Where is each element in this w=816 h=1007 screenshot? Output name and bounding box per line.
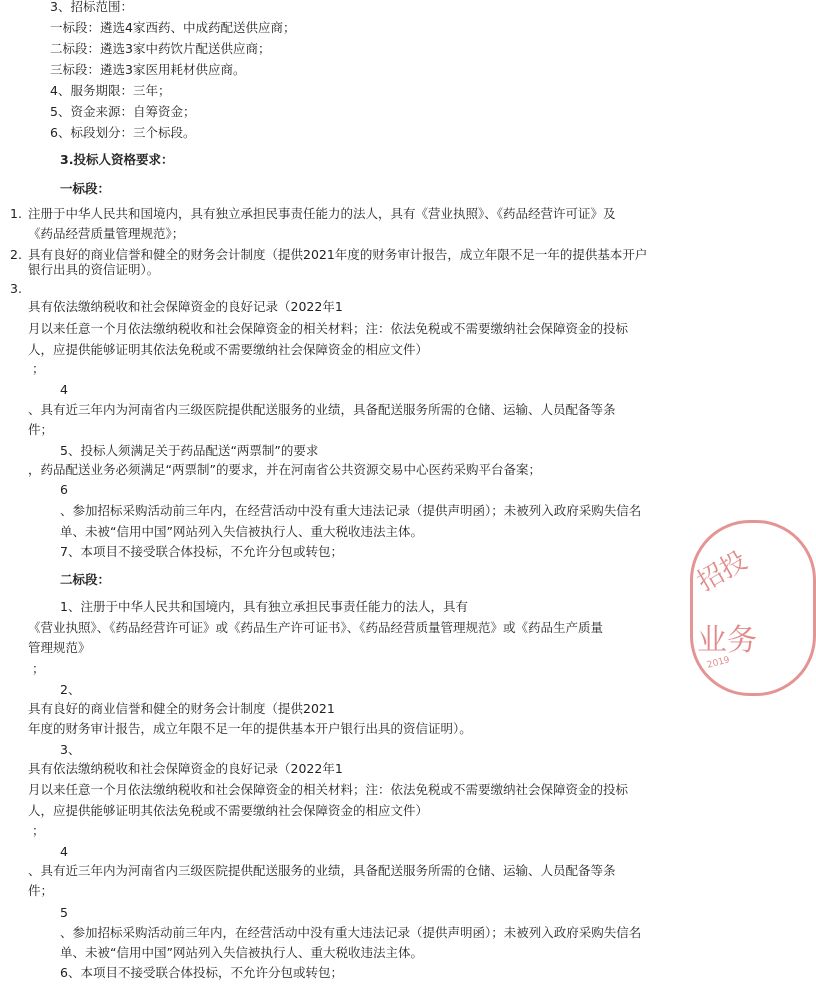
text-line: 1、注册于中华人民共和国境内，具有独立承担民事责任能力的法人，具有	[60, 599, 468, 614]
text-line: 人，应提供能够证明其依法免税或不需要缴纳社会保障资金的相应文件）	[28, 803, 429, 818]
text-line: 管理规范》	[28, 640, 91, 655]
section-heading: 3.投标人资格要求：	[60, 152, 174, 167]
text-line: 4、服务期限：三年；	[50, 83, 171, 98]
text-line: ；	[32, 661, 45, 676]
text-line: 3、	[60, 742, 81, 757]
text-line: 6、本项目不接受联合体投标，不允许分包或转包；	[60, 965, 343, 980]
text-line: 具有良好的商业信誉和健全的财务会计制度（提供2021年度的财务审计报告，成立年限不足一年的提供基本开户	[28, 247, 648, 262]
text-line: 年度的财务审计报告，成立年限不足一年的提供基本开户银行出具的资信证明）。	[28, 721, 472, 736]
text-line: 、具有近三年内为河南省内三级医院提供配送服务的业绩，具备配送服务所需的仓储、运输、人员配备等条	[28, 863, 616, 878]
text-line: 单、未被“信用中国”网站列入失信被执行人、重大税收违法主体。	[60, 945, 423, 960]
seal-text: 业务	[697, 623, 757, 658]
text-line: 5、投标人须满足关于药品配送“两票制”的要求	[60, 443, 319, 458]
list-marker: 1.	[10, 206, 22, 221]
text-line: 月以来任意一个月依法缴纳税收和社会保障资金的相关材料；注：依法免税或不需要缴纳社会保障资金的投标	[28, 782, 629, 797]
text-line: 《药品经营质量管理规范》；	[28, 226, 185, 241]
text-line: 件；	[28, 422, 54, 437]
text-line: 件；	[28, 883, 54, 898]
text-line: 具有依法缴纳税收和社会保障资金的良好记录（2022年1	[28, 299, 343, 314]
text-line: 5	[60, 905, 68, 920]
text-line: 具有依法缴纳税收和社会保障资金的良好记录（2022年1	[28, 761, 343, 776]
subsection-heading: 二标段：	[60, 572, 111, 587]
text-line: 6、标段划分：三个标段。	[50, 125, 196, 140]
text-line: ；	[32, 823, 45, 838]
text-line: 《营业执照》、《药品经营许可证》或《药品生产许可证书》、《药品经营质量管理规范》或《药品生产质量	[28, 620, 604, 635]
text-line: 6	[60, 482, 68, 497]
text-line: 银行出具的资信证明）。	[28, 262, 160, 277]
text-line: 三标段：遴选3家医用耗材供应商。	[50, 62, 246, 77]
text-line: 7、本项目不接受联合体投标，不允许分包或转包；	[60, 544, 343, 559]
text-line: 3、招标范围：	[50, 0, 133, 14]
list-marker: 2.	[10, 247, 22, 262]
text-line: 、参加招标采购活动前三年内，在经营活动中没有重大违法记录（提供声明函）；未被列入政府采购失信名	[60, 925, 642, 940]
seal-stamp	[690, 520, 816, 696]
subsection-heading: 一标段：	[60, 181, 111, 196]
text-line: 二标段：遴选3家中药饮片配送供应商；	[50, 41, 271, 56]
list-marker: 3.	[10, 281, 22, 296]
seal-text: 招投	[692, 545, 753, 598]
text-line: 、参加招标采购活动前三年内，在经营活动中没有重大违法记录（提供声明函）；未被列入政府采购失信名	[60, 503, 642, 518]
seal-text: 2019	[706, 655, 731, 671]
text-line: ；	[32, 361, 45, 376]
text-line: 注册于中华人民共和国境内，具有独立承担民事责任能力的法人，具有《营业执照》、《药品经营许可证》及	[28, 206, 616, 221]
text-line: 单、未被“信用中国”网站列入失信被执行人、重大税收违法主体。	[60, 524, 423, 539]
text-line: 2、	[60, 682, 81, 697]
text-line: ，药品配送业务必须满足“两票制”的要求，并在河南省公共资源交易中心医药采购平台备案；	[28, 462, 541, 477]
text-line: 4	[60, 844, 68, 859]
text-line: 人，应提供能够证明其依法免税或不需要缴纳社会保障资金的相应文件）	[28, 342, 429, 357]
text-line: 5、资金来源：自筹资金；	[50, 104, 196, 119]
text-line: 、具有近三年内为河南省内三级医院提供配送服务的业绩，具备配送服务所需的仓储、运输、人员配备等条	[28, 402, 616, 417]
text-line: 具有良好的商业信誉和健全的财务会计制度（提供2021	[28, 701, 335, 716]
text-line: 月以来任意一个月依法缴纳税收和社会保障资金的相关材料；注：依法免税或不需要缴纳社会保障资金的投标	[28, 321, 629, 336]
text-line: 一标段：遴选4家西药、中成药配送供应商；	[50, 20, 296, 35]
text-line: 4	[60, 382, 68, 397]
